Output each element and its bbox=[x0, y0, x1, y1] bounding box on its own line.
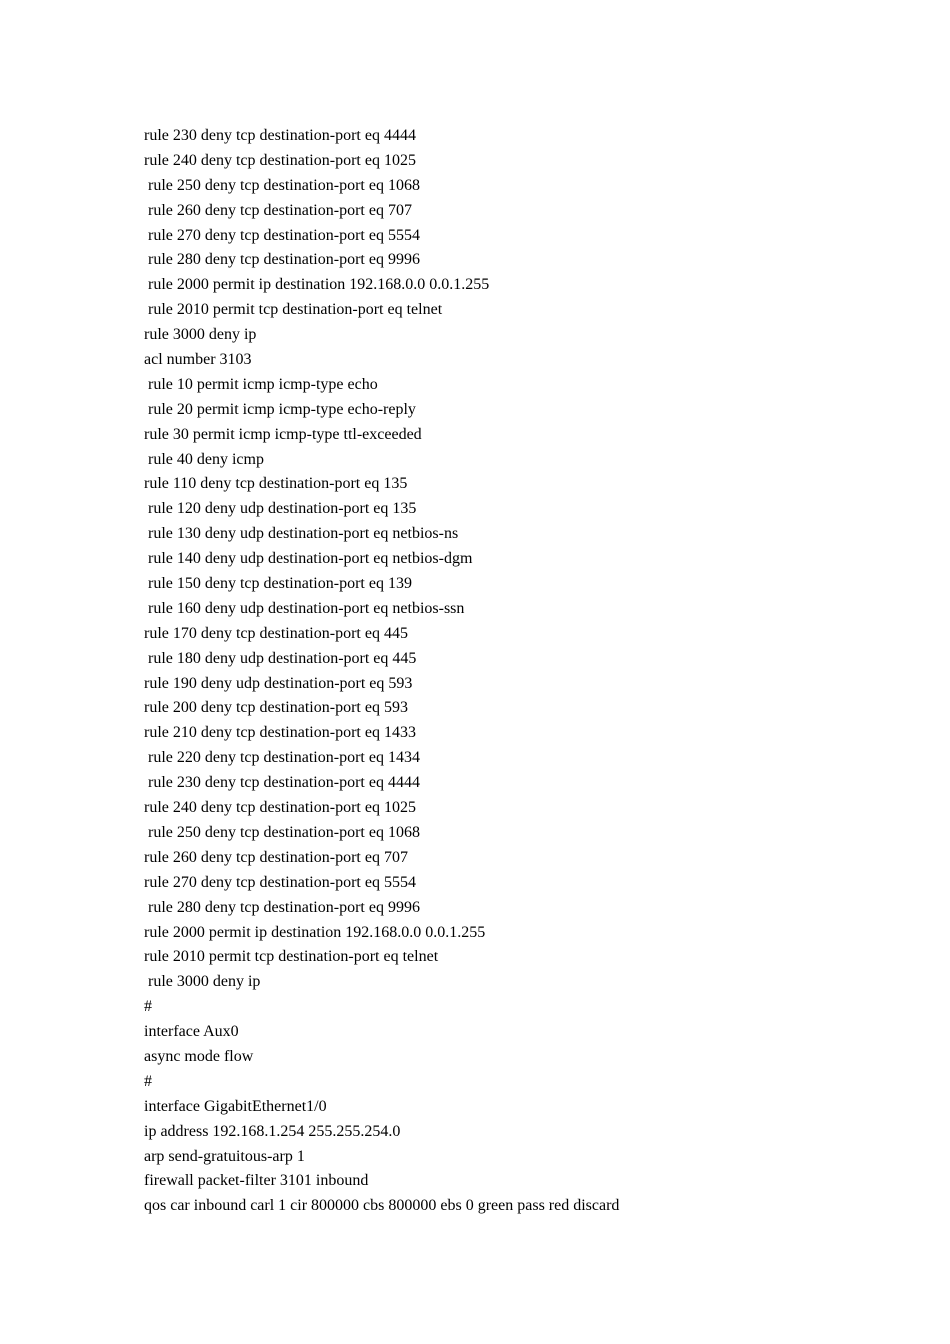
config-text-body bbox=[144, 124, 904, 1219]
config-line: qos car inbound carl 1 cir 800000 cbs 800000 ebs 0 green pass red discard bbox=[144, 1197, 620, 1215]
config-line: rule 10 permit icmp icmp-type echo bbox=[144, 375, 378, 393]
config-line: rule 3000 deny ip bbox=[144, 973, 261, 991]
config-line: rule 2010 permit tcp destination-port eq telnet bbox=[144, 301, 443, 319]
config-line: rule 130 deny udp destination-port eq netbios-ns bbox=[144, 525, 459, 543]
config-line: rule 170 deny tcp destination-port eq 445 bbox=[144, 624, 408, 642]
config-line: async mode flow bbox=[144, 1047, 254, 1065]
config-line: rule 110 deny tcp destination-port eq 135 bbox=[144, 475, 408, 493]
config-line: rule 150 deny tcp destination-port eq 139 bbox=[144, 575, 412, 593]
config-line: rule 40 deny icmp bbox=[144, 450, 264, 468]
config-line: rule 2010 permit tcp destination-port eq telnet bbox=[144, 948, 439, 966]
config-line: rule 280 deny tcp destination-port eq 9996 bbox=[144, 898, 420, 916]
config-line: rule 230 deny tcp destination-port eq 4444 bbox=[144, 774, 420, 792]
config-line: rule 200 deny tcp destination-port eq 593 bbox=[144, 699, 408, 717]
section-separator: # bbox=[144, 1072, 152, 1090]
config-line: rule 20 permit icmp icmp-type echo-reply bbox=[144, 400, 416, 418]
config-line: rule 270 deny tcp destination-port eq 5554 bbox=[144, 873, 416, 891]
config-line: arp send-gratuitous-arp 1 bbox=[144, 1147, 305, 1165]
config-line: rule 190 deny udp destination-port eq 593 bbox=[144, 674, 413, 692]
config-line: rule 120 deny udp destination-port eq 135 bbox=[144, 500, 417, 518]
config-line: ip address 192.168.1.254 255.255.254.0 bbox=[144, 1122, 401, 1140]
config-line: rule 3000 deny ip bbox=[144, 326, 257, 344]
config-line: rule 2000 permit ip destination 192.168.0.0 0.0.1.255 bbox=[144, 276, 490, 294]
config-line: rule 240 deny tcp destination-port eq 1025 bbox=[144, 799, 416, 817]
config-line: rule 260 deny tcp destination-port eq 707 bbox=[144, 848, 408, 866]
config-line: rule 240 deny tcp destination-port eq 1025 bbox=[144, 151, 416, 169]
config-line: firewall packet-filter 3101 inbound bbox=[144, 1172, 369, 1190]
section-separator: # bbox=[144, 998, 152, 1016]
config-line: rule 210 deny tcp destination-port eq 1433 bbox=[144, 724, 416, 742]
config-line: rule 140 deny udp destination-port eq netbios-dgm bbox=[144, 550, 473, 568]
config-line: rule 250 deny tcp destination-port eq 1068 bbox=[144, 176, 420, 194]
config-line: rule 30 permit icmp icmp-type ttl-exceeded bbox=[144, 425, 422, 443]
config-line: interface GigabitEthernet1/0 bbox=[144, 1097, 327, 1115]
config-line: rule 220 deny tcp destination-port eq 1434 bbox=[144, 749, 420, 767]
config-line: rule 250 deny tcp destination-port eq 1068 bbox=[144, 823, 420, 841]
config-line: rule 180 deny udp destination-port eq 445 bbox=[144, 649, 417, 667]
config-line: rule 160 deny udp destination-port eq netbios-ssn bbox=[144, 599, 465, 617]
config-line: rule 280 deny tcp destination-port eq 9996 bbox=[144, 251, 420, 269]
config-line: rule 260 deny tcp destination-port eq 707 bbox=[144, 201, 412, 219]
config-line: interface Aux0 bbox=[144, 1023, 239, 1041]
config-line: acl number 3103 bbox=[144, 351, 252, 369]
config-line: rule 2000 permit ip destination 192.168.0.0 0.0.1.255 bbox=[144, 923, 486, 941]
config-line: rule 230 deny tcp destination-port eq 4444 bbox=[144, 127, 416, 144]
config-line: rule 270 deny tcp destination-port eq 5554 bbox=[144, 226, 420, 244]
